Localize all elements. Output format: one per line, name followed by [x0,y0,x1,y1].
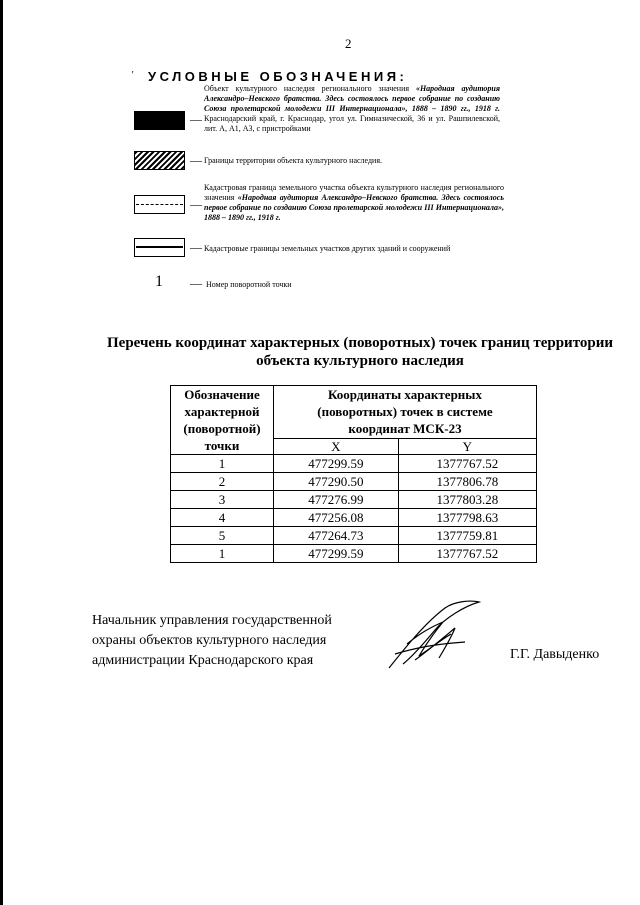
cell-x: 477299.59 [274,545,399,563]
header-text: Обозначение [184,387,260,402]
hatched-symbol [134,151,185,170]
cell-y: 1377803.28 [398,491,536,509]
legend-text-emphasis: «Народная аудитория Александро–Невского братства. Здесь состоялось первое собрание по созданию Союза пролетарской молодежи III Интернационала», 1888 – 1890 гг., 1918 г. [204,84,501,113]
legend-text-plain: Кадастровая граница земельного участка объекта культурного наследия регионального значения [204,183,504,202]
legend-text-point-number: Номер поворотной точки [206,280,292,289]
legend-text-object [204,84,500,134]
legend-text-plain: Объект культурного наследия регионального значения [204,84,416,93]
cell-x: 477276.99 [274,491,399,509]
header-point-designation [171,386,274,455]
header-text: точки [204,438,240,453]
table-row [171,527,537,545]
legend-text-emphasis: «Народная аудитория Александро–Невского братства. Здесь состоялось первое собрание по созданию Союза пролетарской молодежи III Интернационала», 1888 – 1890 гг., 1918 г. [204,193,504,222]
cell-y: 1377767.52 [398,455,536,473]
signer-position-line: охраны объектов культурного наследия [92,633,327,648]
double-line-inner [136,246,183,248]
header-text: характерной [184,404,260,419]
cell-x: 477256.08 [274,509,399,527]
table-row [171,455,537,473]
header-text: Координаты характерных [328,387,482,403]
legend-text-territory: Границы территории объекта культурного наследия. [204,156,383,165]
signer-name: Г.Г. Давыденко [510,647,600,662]
header-y: Y [398,438,536,454]
table-row [171,491,537,509]
section-title [60,334,640,370]
cell-y: 1377798.63 [398,509,536,527]
table-row [171,545,537,563]
table-header-row [171,386,537,439]
legend-text-other-cadastral: Кадастровые границы земельных участков других зданий и сооружений [204,244,451,253]
coordinates-table [170,385,537,563]
table-row [171,473,537,491]
cell-point: 2 [171,473,274,491]
page-number: 2 [345,36,352,51]
cell-x: 477299.59 [274,455,399,473]
margin-tick-mark: ' [131,70,134,81]
section-title-line-2: объекта культурного наследия [256,353,464,369]
legend-dash: — [190,153,202,167]
header-coordinates [274,386,537,439]
dashed-line [136,204,183,205]
cell-point: 3 [171,491,274,509]
solid-black-symbol [134,111,185,130]
legend-text-address: Краснодарский край, г. Краснодар, угол ул. Гимназической, 36 и ул. Рашпилевской, лит. А, А1, А3, с пристройками [204,114,500,133]
legend-dash: — [190,276,202,290]
page-left-edge [0,0,3,905]
header-text: (поворотных) точек в системе [317,404,493,420]
handwritten-signature [385,598,485,670]
section-title-line-1: Перечень координат характерных (поворотных) точек границ территории [107,335,613,351]
cell-y: 1377767.52 [398,545,536,563]
point-number-symbol: 1 [155,273,163,290]
cell-point: 1 [171,455,274,473]
legend-text-cadastral-object [204,183,504,223]
header-text: (поворотной) [183,421,261,436]
cell-point: 4 [171,509,274,527]
legend-dash: — [190,112,202,126]
signer-position-line: Начальник управления государственной [92,613,332,628]
legend-dash: — [190,197,202,211]
table-row [171,509,537,527]
cell-y: 1377806.78 [398,473,536,491]
signer-position-line: администрации Краснодарского края [92,653,314,668]
cell-x: 477264.73 [274,527,399,545]
signer-position [92,611,332,671]
cell-point: 5 [171,527,274,545]
cell-point: 1 [171,545,274,563]
cell-y: 1377759.81 [398,527,536,545]
legend-title: УСЛОВНЫЕ ОБОЗНАЧЕНИЯ: [148,69,408,84]
cell-x: 477290.50 [274,473,399,491]
legend-dash: — [190,240,202,254]
header-text: координат МСК-23 [348,421,462,437]
header-x: X [274,438,399,454]
